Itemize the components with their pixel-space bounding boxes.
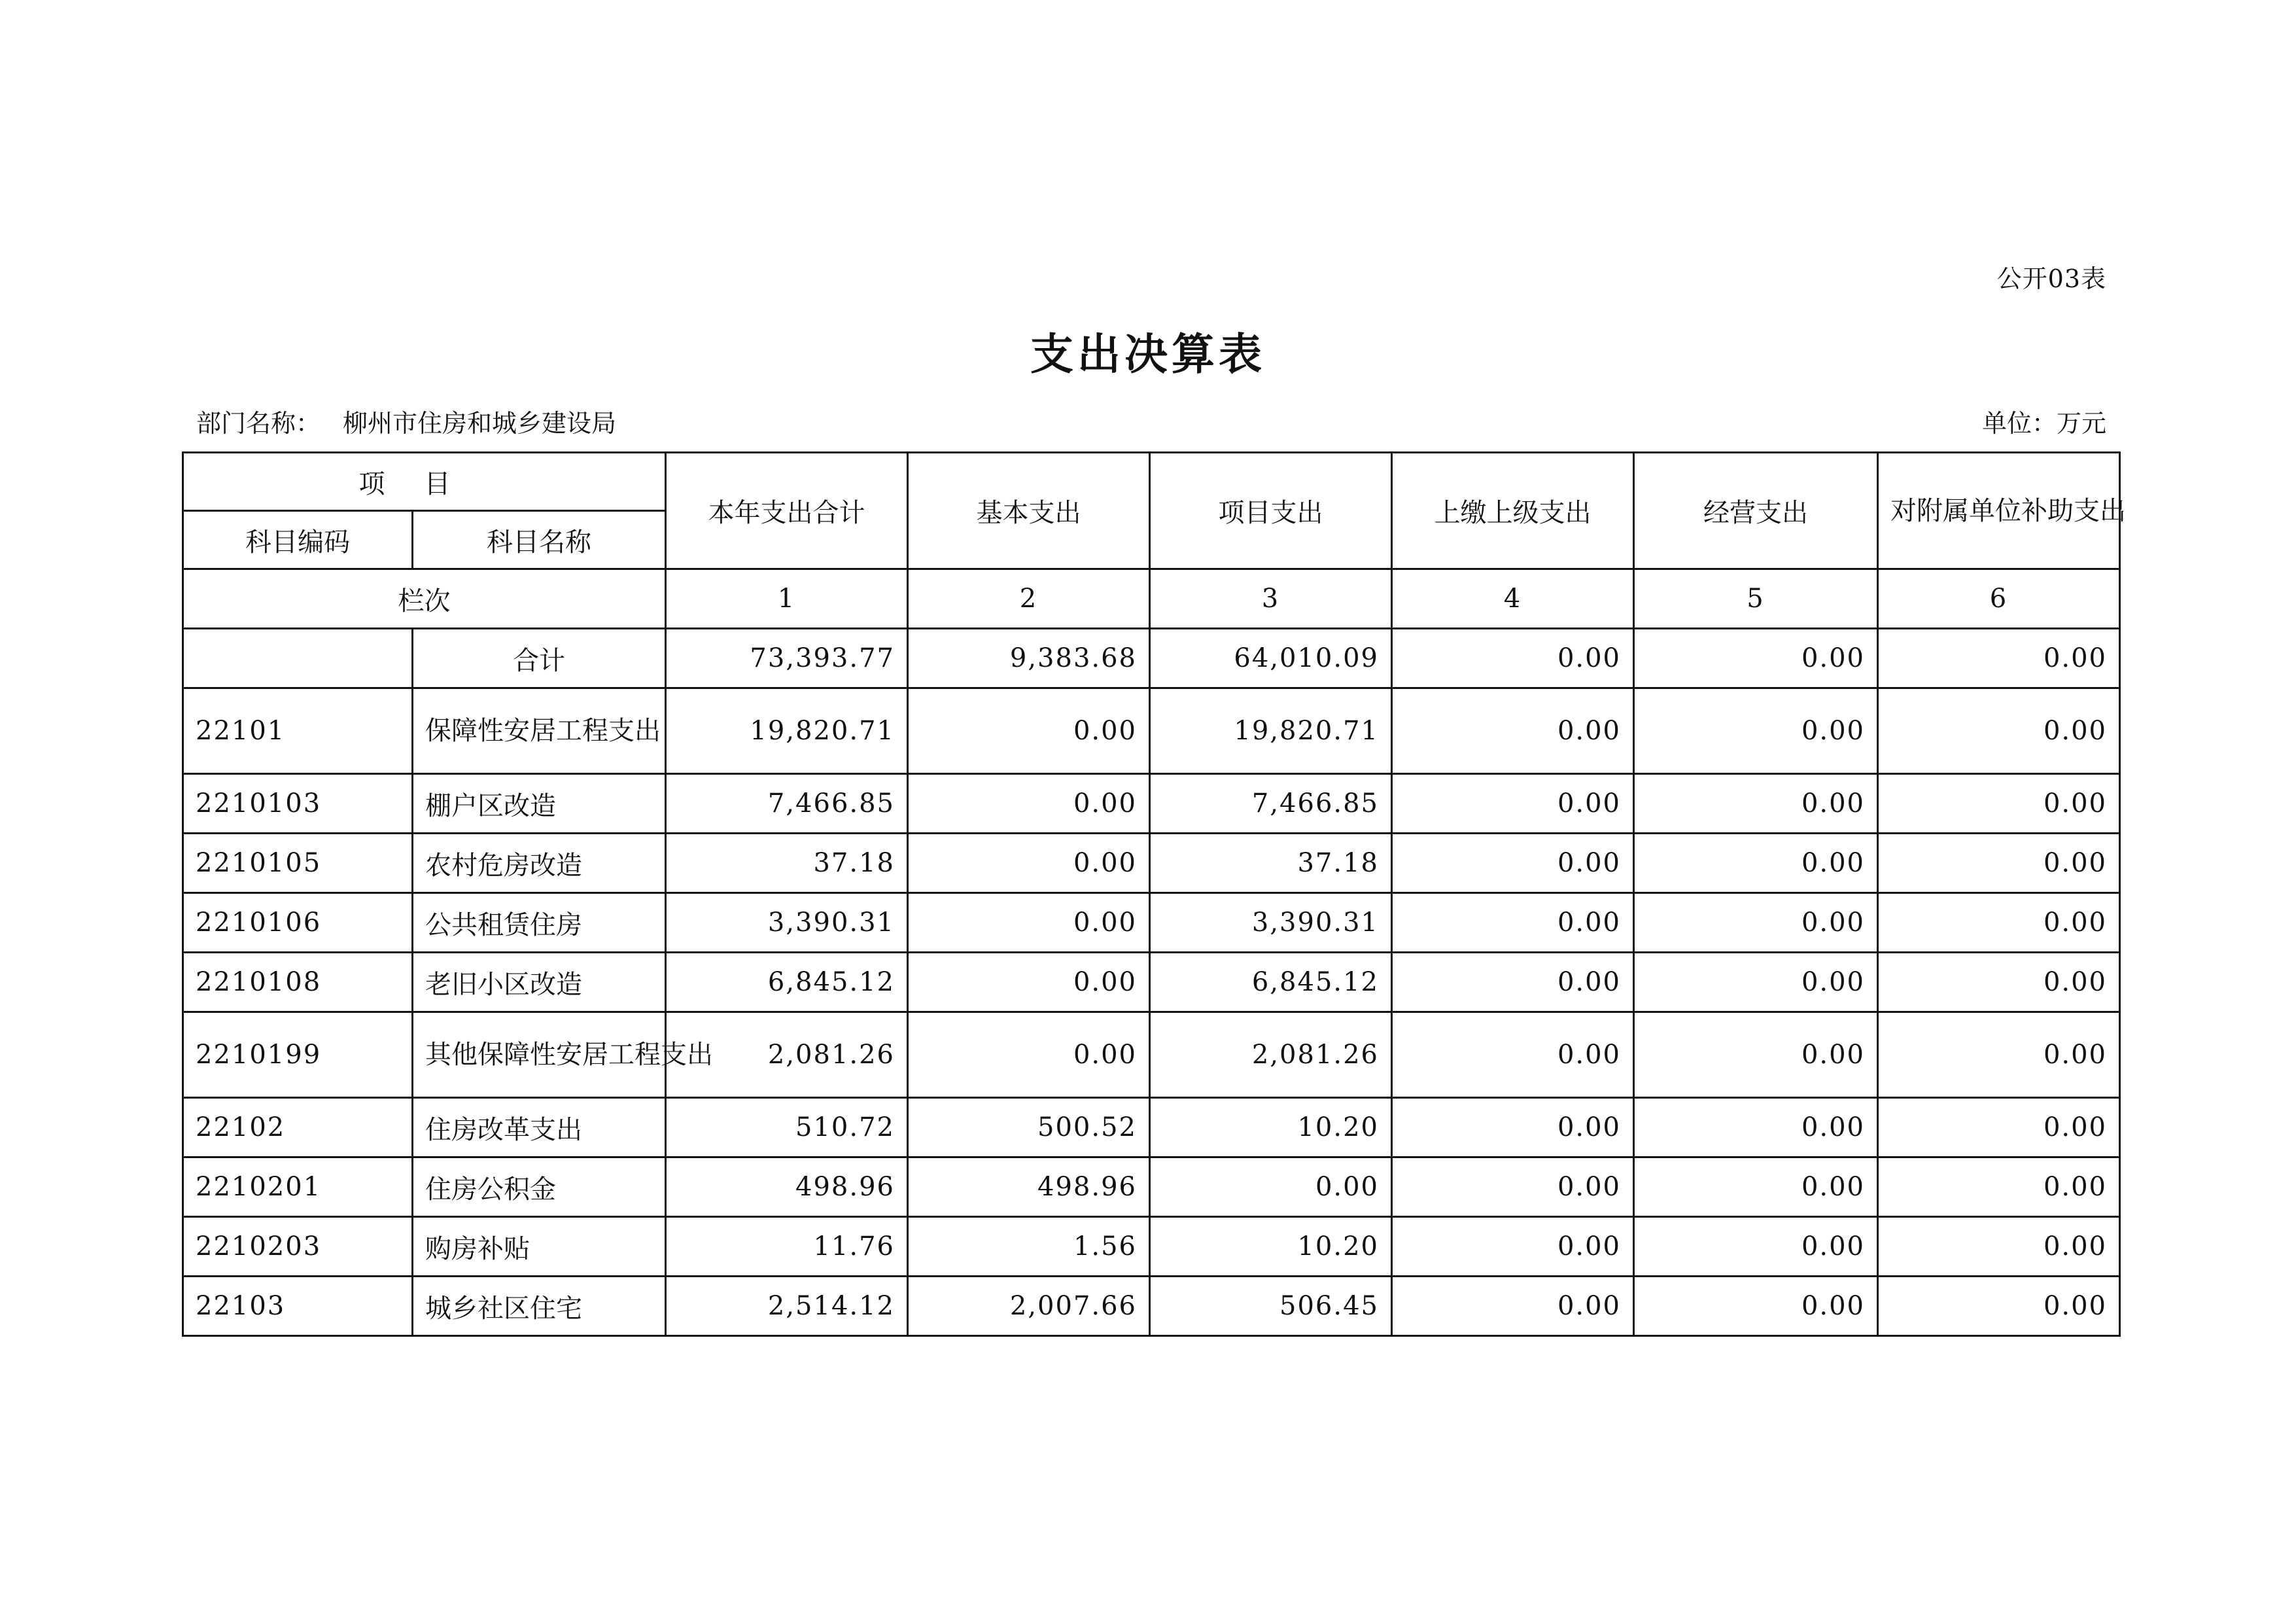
subject-code: 2210105 xyxy=(183,834,413,893)
sum-value: 0.00 xyxy=(1392,629,1634,688)
value-cell: 0.00 xyxy=(1878,774,2120,834)
value-cell: 0.00 xyxy=(1392,953,1634,1012)
value-cell: 0.00 xyxy=(1878,1217,2120,1277)
subject-name: 其他保障性安居工程支出 xyxy=(413,1012,666,1098)
header-code: 科目编码 xyxy=(183,511,413,569)
value-cell: 7,466.85 xyxy=(1150,774,1392,834)
value-cell: 0.00 xyxy=(1634,1217,1878,1277)
value-cell: 7,466.85 xyxy=(666,774,908,834)
value-cell: 0.00 xyxy=(1392,1277,1634,1336)
value-cell: 19,820.71 xyxy=(666,688,908,774)
expenditure-table xyxy=(182,451,2126,1337)
header-upper: 上缴上级支出 xyxy=(1392,453,1634,569)
department-value: 柳州市住房和城乡建设局 xyxy=(343,409,617,438)
value-cell: 500.52 xyxy=(908,1098,1150,1157)
sum-value: 9,383.68 xyxy=(908,629,1150,688)
table-row xyxy=(183,1012,2120,1098)
table-row xyxy=(183,953,2120,1012)
value-cell: 2,081.26 xyxy=(1150,1012,1392,1098)
header-basic: 基本支出 xyxy=(908,453,1150,569)
value-cell: 0.00 xyxy=(1392,1012,1634,1098)
value-cell: 0.00 xyxy=(1878,834,2120,893)
value-cell: 0.00 xyxy=(1392,1217,1634,1277)
value-cell: 498.96 xyxy=(666,1157,908,1217)
subject-code: 2210103 xyxy=(183,774,413,834)
value-cell: 0.00 xyxy=(1878,1098,2120,1157)
value-cell: 0.00 xyxy=(1634,1098,1878,1157)
sum-value: 64,010.09 xyxy=(1150,629,1392,688)
value-cell: 0.00 xyxy=(908,1012,1150,1098)
sum-value: 73,393.77 xyxy=(666,629,908,688)
column-index: 1 xyxy=(666,569,908,629)
value-cell: 2,514.12 xyxy=(666,1277,908,1336)
subject-name: 住房改革支出 xyxy=(413,1098,666,1157)
value-cell: 0.00 xyxy=(908,834,1150,893)
value-cell: 2,081.26 xyxy=(666,1012,908,1098)
value-cell: 0.00 xyxy=(908,774,1150,834)
table-body xyxy=(183,629,2120,1336)
page-title: 支出决算表 xyxy=(1030,328,1266,380)
value-cell: 6,845.12 xyxy=(666,953,908,1012)
table-header xyxy=(183,453,2126,629)
subject-name: 老旧小区改造 xyxy=(413,953,666,1012)
value-cell: 37.18 xyxy=(666,834,908,893)
subject-code: 2210203 xyxy=(183,1217,413,1277)
value-cell: 0.00 xyxy=(1634,1012,1878,1098)
sum-value: 0.00 xyxy=(1634,629,1878,688)
column-index: 5 xyxy=(1634,569,1878,629)
table-row xyxy=(183,1157,2120,1217)
subject-name: 保障性安居工程支出 xyxy=(413,688,666,774)
column-index: 3 xyxy=(1150,569,1392,629)
value-cell: 3,390.31 xyxy=(1150,893,1392,953)
value-cell: 0.00 xyxy=(908,688,1150,774)
value-cell: 10.20 xyxy=(1150,1098,1392,1157)
subject-name: 农村危房改造 xyxy=(413,834,666,893)
value-cell: 0.00 xyxy=(1634,953,1878,1012)
value-cell: 3,390.31 xyxy=(666,893,908,953)
subject-code: 2210201 xyxy=(183,1157,413,1217)
table-row xyxy=(183,774,2120,834)
subject-code: 2210199 xyxy=(183,1012,413,1098)
value-cell: 11.76 xyxy=(666,1217,908,1277)
value-cell: 0.00 xyxy=(1392,1098,1634,1157)
department-label: 部门名称： xyxy=(196,409,321,438)
column-index-row xyxy=(183,569,2120,629)
value-cell: 1.56 xyxy=(908,1217,1150,1277)
subject-name: 住房公积金 xyxy=(413,1157,666,1217)
value-cell: 0.00 xyxy=(908,893,1150,953)
column-index: 2 xyxy=(908,569,1150,629)
table-row xyxy=(183,1277,2120,1336)
value-cell: 2,007.66 xyxy=(908,1277,1150,1336)
value-cell: 0.00 xyxy=(908,953,1150,1012)
unit-label: 单位：万元 xyxy=(1981,409,2106,438)
subject-name: 城乡社区住宅 xyxy=(413,1277,666,1336)
value-cell: 0.00 xyxy=(1878,953,2120,1012)
form-code: 公开03表 xyxy=(1996,264,2106,293)
value-cell: 0.00 xyxy=(1392,774,1634,834)
column-index: 4 xyxy=(1392,569,1634,629)
value-cell: 506.45 xyxy=(1150,1277,1392,1336)
sum-label: 合计 xyxy=(413,629,666,688)
value-cell: 0.00 xyxy=(1634,688,1878,774)
header-business: 经营支出 xyxy=(1634,453,1878,569)
sum-row xyxy=(183,629,2120,688)
sum-code-cell xyxy=(183,629,413,688)
subject-name: 公共租赁住房 xyxy=(413,893,666,953)
value-cell: 0.00 xyxy=(1634,774,1878,834)
table-row xyxy=(183,1217,2120,1277)
header-subsidy: 对附属单位补助支出 xyxy=(1878,453,2120,569)
table-row xyxy=(183,893,2120,953)
subject-name: 购房补贴 xyxy=(413,1217,666,1277)
value-cell: 0.00 xyxy=(1878,1277,2120,1336)
subject-code: 22101 xyxy=(183,688,413,774)
subject-code: 2210108 xyxy=(183,953,413,1012)
subject-code: 2210106 xyxy=(183,893,413,953)
value-cell: 6,845.12 xyxy=(1150,953,1392,1012)
table-row xyxy=(183,688,2120,774)
value-cell: 0.00 xyxy=(1878,1012,2120,1098)
table-row xyxy=(183,834,2120,893)
column-index: 6 xyxy=(1878,569,2120,629)
value-cell: 0.00 xyxy=(1392,893,1634,953)
subject-code: 22102 xyxy=(183,1098,413,1157)
table-row xyxy=(183,1098,2120,1157)
header-name: 科目名称 xyxy=(413,511,666,569)
value-cell: 0.00 xyxy=(1878,1157,2120,1217)
value-cell: 0.00 xyxy=(1392,834,1634,893)
value-cell: 0.00 xyxy=(1392,1157,1634,1217)
column-index-label: 栏次 xyxy=(183,569,666,629)
header-total: 本年支出合计 xyxy=(666,453,908,569)
header-item: 项目 xyxy=(183,453,666,511)
value-cell: 510.72 xyxy=(666,1098,908,1157)
subject-name: 棚户区改造 xyxy=(413,774,666,834)
value-cell: 37.18 xyxy=(1150,834,1392,893)
value-cell: 0.00 xyxy=(1878,688,2120,774)
value-cell: 10.20 xyxy=(1150,1217,1392,1277)
department-line xyxy=(196,403,616,439)
value-cell: 0.00 xyxy=(1634,1157,1878,1217)
value-cell: 19,820.71 xyxy=(1150,688,1392,774)
value-cell: 0.00 xyxy=(1150,1157,1392,1217)
value-cell: 0.00 xyxy=(1392,688,1634,774)
value-cell: 498.96 xyxy=(908,1157,1150,1217)
value-cell: 0.00 xyxy=(1634,1277,1878,1336)
header-project: 项目支出 xyxy=(1150,453,1392,569)
subject-code: 22103 xyxy=(183,1277,413,1336)
value-cell: 0.00 xyxy=(1878,893,2120,953)
value-cell: 0.00 xyxy=(1634,893,1878,953)
value-cell: 0.00 xyxy=(1634,834,1878,893)
sum-value: 0.00 xyxy=(1878,629,2120,688)
